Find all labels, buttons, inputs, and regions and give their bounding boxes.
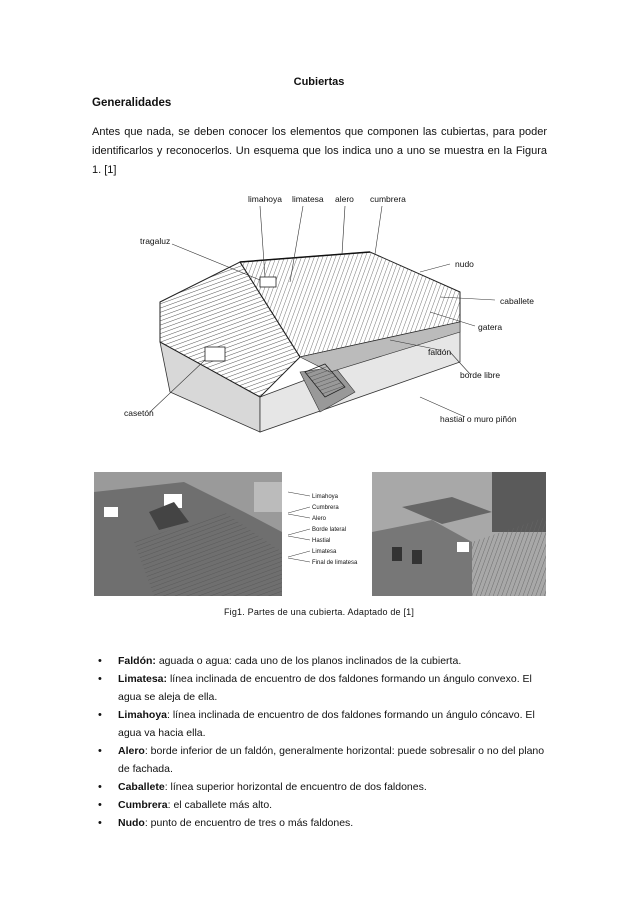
figure-caption: Fig1. Partes de una cubierta. Adaptado de [1] <box>223 607 415 617</box>
label-tragaluz: tragaluz <box>140 236 171 246</box>
roof-diagram <box>120 182 540 452</box>
definition-text: línea inclinada de encuentro de dos faldones formando un ángulo convexo. El agua se aleja de ella. <box>118 673 532 703</box>
label-faldon: faldón <box>428 347 452 357</box>
definition-item <box>92 706 548 742</box>
legend-label: Cumbrera <box>312 505 339 511</box>
definition-term: Cumbrera <box>118 799 168 811</box>
bullet-icon: • <box>98 673 102 685</box>
bullet-icon: • <box>98 709 102 721</box>
bullet-icon: • <box>98 745 102 757</box>
legend-leader-line <box>288 514 310 518</box>
legend-leader-line <box>288 551 310 557</box>
roof-photo-right <box>372 472 546 596</box>
legend-label: Hastial <box>312 538 331 544</box>
label-caballete: caballete <box>500 296 535 306</box>
definition-term: Nudo <box>118 817 145 829</box>
legend-label: Borde lateral <box>312 527 347 533</box>
definition-term: Caballete <box>118 781 165 793</box>
label-borde-libre: borde libre <box>460 370 501 380</box>
definition-text: aguada o agua: cada uno de los planos inclinados de la cubierta. <box>155 655 462 667</box>
legend-leader-line <box>288 558 310 562</box>
legend-label: Final de limatesa <box>312 560 358 566</box>
definition-term: Limatesa: <box>118 673 168 685</box>
label-limahoya: limahoya <box>248 194 283 204</box>
legend-leader-line <box>288 492 310 496</box>
bullet-icon: • <box>98 817 102 829</box>
label-hastial: hastial o muro piñón <box>440 414 517 424</box>
legend-leader-line <box>288 529 310 535</box>
definition-item <box>92 796 548 814</box>
definition-item <box>92 814 548 832</box>
roof-photo-left <box>94 472 282 596</box>
definition-item <box>92 742 548 778</box>
bullet-icon: • <box>98 655 102 667</box>
label-alero: alero <box>335 194 354 204</box>
definition-text: : línea inclinada de encuentro de dos faldones formando un ángulo cóncavo. El agua va hacia ella. <box>118 709 535 739</box>
legend-leader-line <box>288 536 310 540</box>
label-gatera: gatera <box>478 322 503 332</box>
definition-term: Limahoya <box>118 709 168 721</box>
label-caseton: casetón <box>124 408 154 418</box>
definition-term: Faldón: <box>118 655 156 667</box>
legend-leader-line <box>288 507 310 513</box>
legend-label: Limahoya <box>312 494 339 500</box>
label-cumbrera: cumbrera <box>370 194 406 204</box>
definitions-list <box>92 652 548 832</box>
bullet-icon: • <box>98 781 102 793</box>
intro-paragraph: Antes que nada, se deben conocer los elementos que componen las cubiertas, para poder identificarlos y reconocerlos. Un esquema que los indica uno a uno se muestra en la Figura 1. [1] <box>92 126 547 176</box>
roof-photo-legend <box>284 472 372 596</box>
legend-label: Alero <box>312 516 327 522</box>
label-limatesa: limatesa <box>292 194 324 204</box>
definition-text: : el caballete más alto. <box>167 799 273 811</box>
legend-label: Limatesa <box>312 549 337 555</box>
bullet-icon: • <box>98 799 102 811</box>
definition-item <box>92 670 548 706</box>
section-heading: Generalidades <box>92 97 172 109</box>
document-title: Cubiertas <box>293 76 345 88</box>
definition-text: : borde inferior de un faldón, generalmente horizontal: puede sobresalir o no del plano de fachada. <box>118 745 545 775</box>
definition-item <box>92 652 548 670</box>
definition-text: : punto de encuentro de tres o más faldones. <box>144 817 354 829</box>
definition-item <box>92 778 548 796</box>
definition-term: Alero <box>118 745 145 757</box>
label-nudo: nudo <box>455 259 474 269</box>
definition-text: : línea superior horizontal de encuentro de dos faldones. <box>164 781 427 793</box>
